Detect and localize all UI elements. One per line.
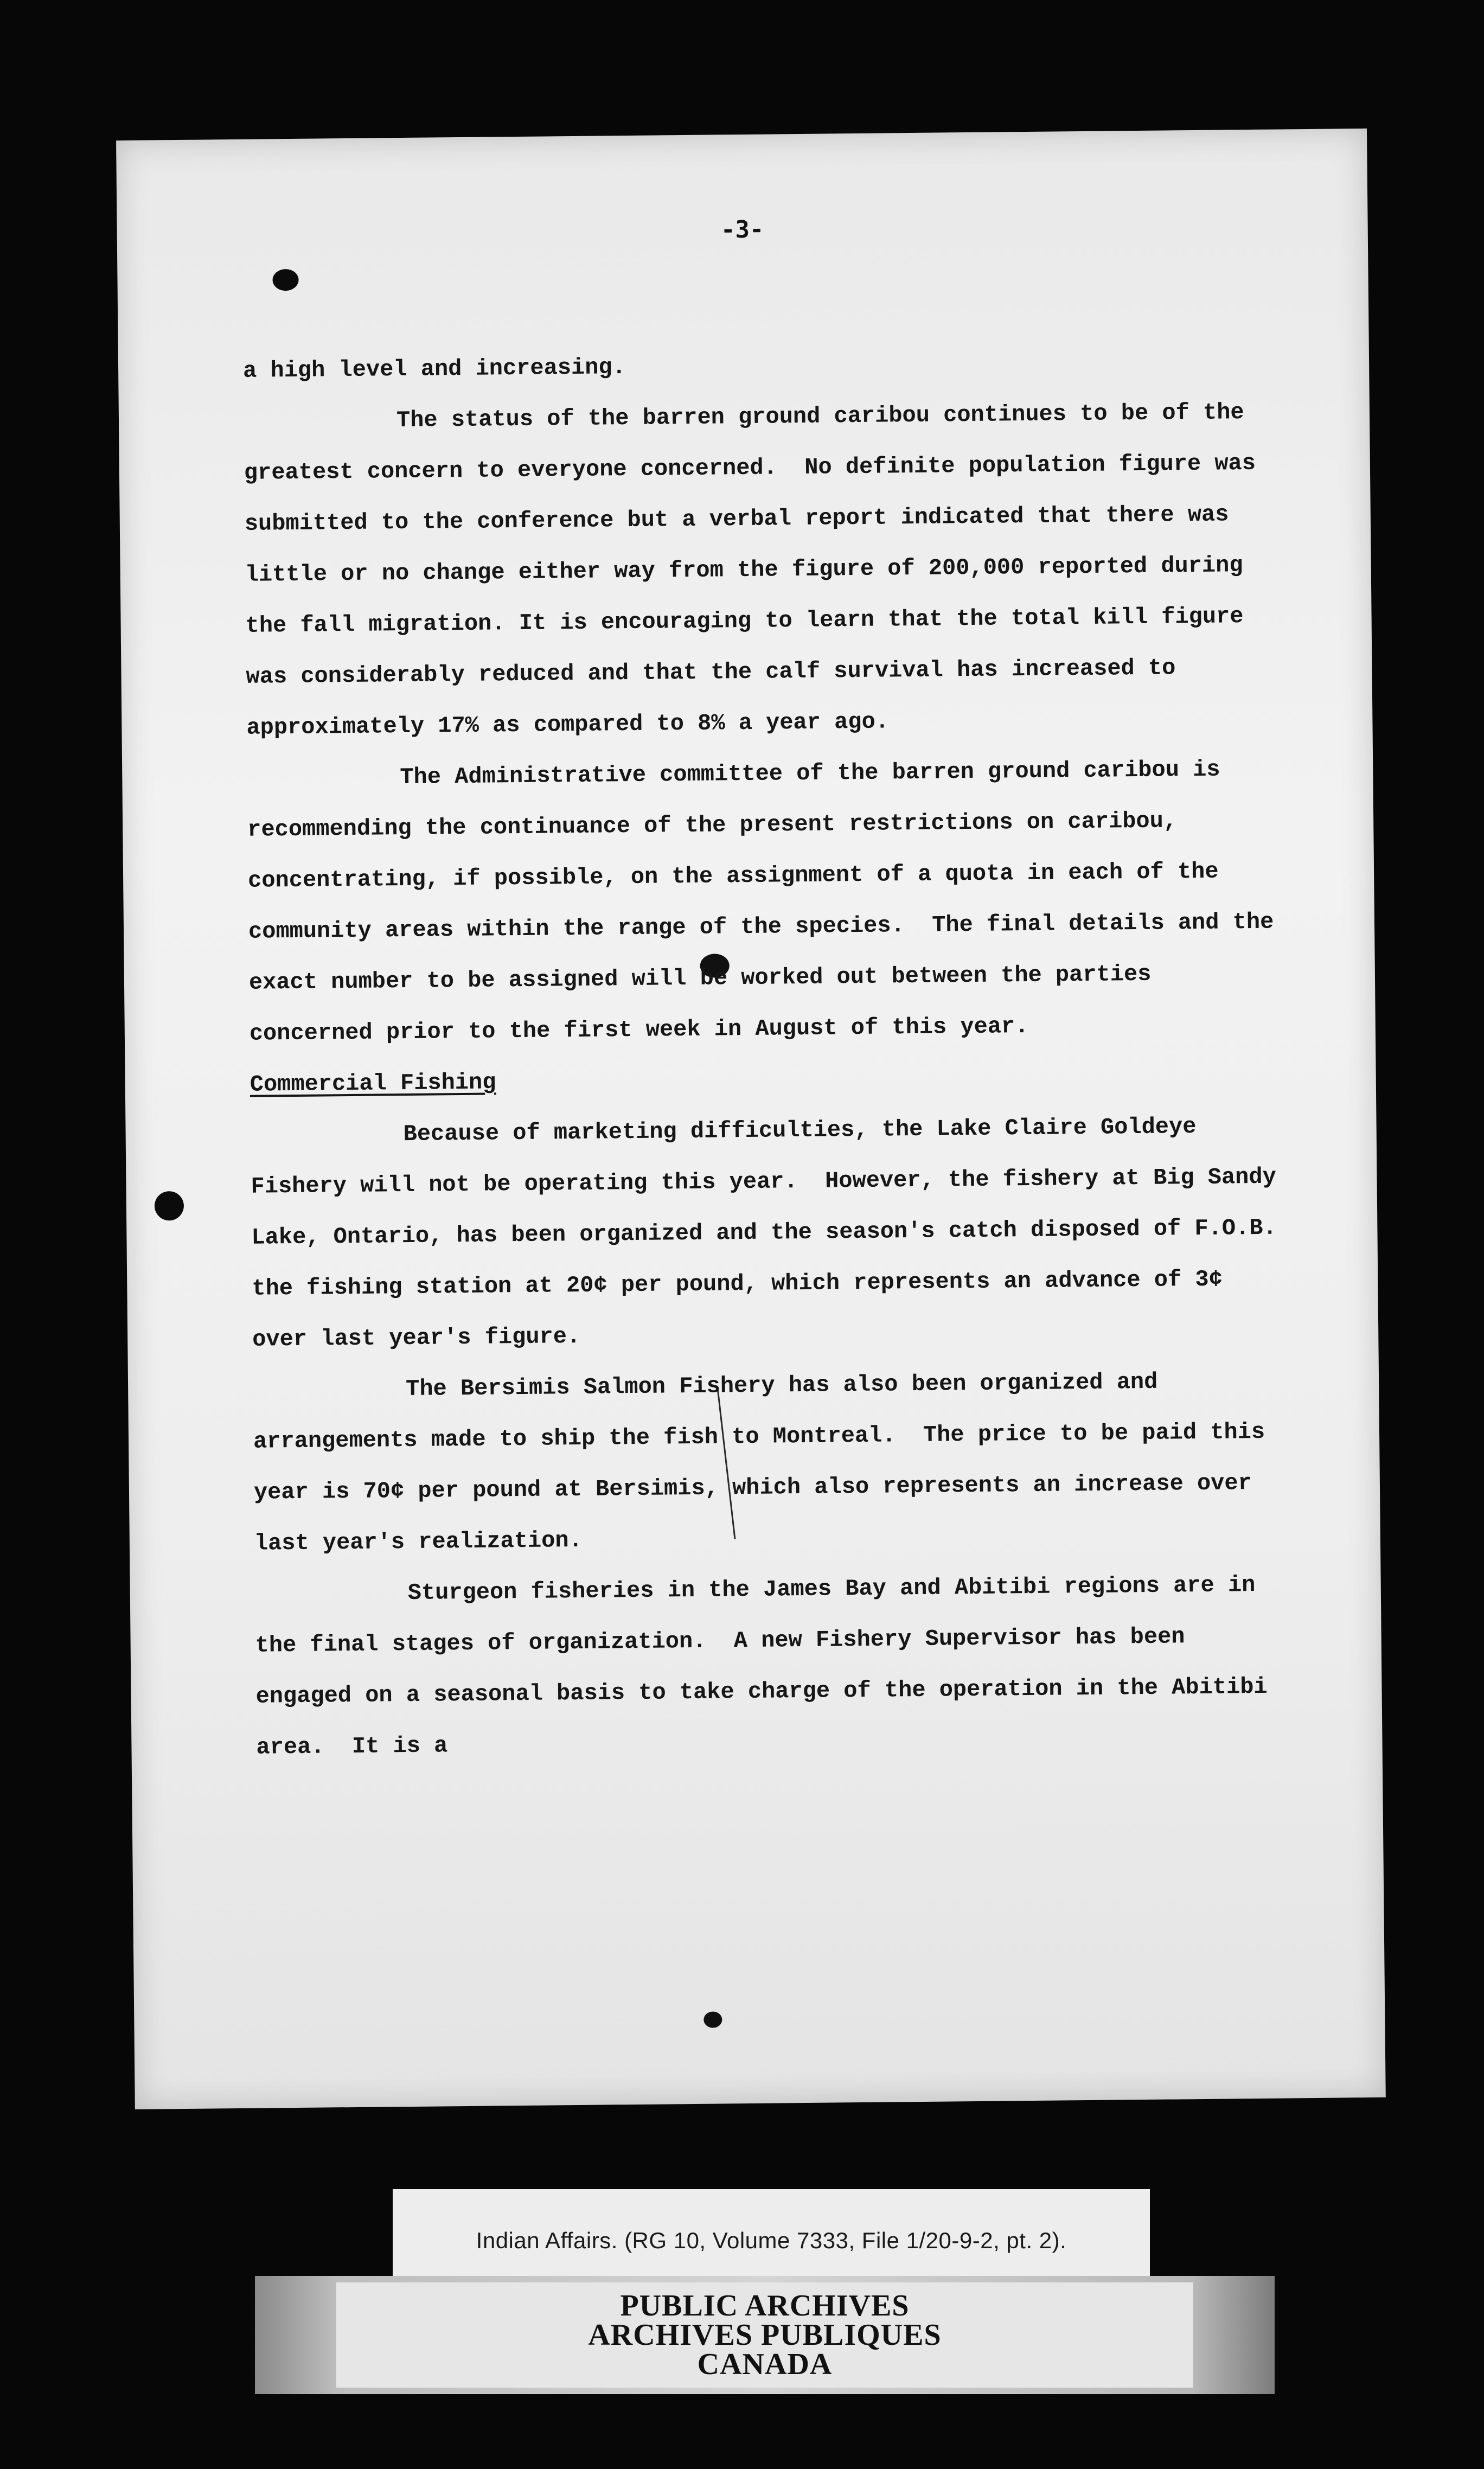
ink-speck bbox=[703, 2012, 722, 2028]
archive-stamp-text bbox=[336, 2282, 1193, 2388]
paragraph: The status of the barren ground caribou continues to be of the greatest concern to everyone concerned. No definite population figure was submitted to the conference but a verbal report indicated that there was little or no change either way from the figure of 200,000 reported during the fall migration. It is encouraging to learn that the total kill figure was considerably reduced and that the calf survival has increased to approximately 17% as compared to 8% a year ago. bbox=[244, 399, 1270, 741]
archive-stamp bbox=[255, 2276, 1275, 2394]
citation-text: Indian Affairs. (RG 10, Volume 7333, File 1/20-9-2, pt. 2). bbox=[476, 2228, 1067, 2253]
paragraph: The Bersimis Salmon Fishery has also been organized and arrangements made to ship the fish to Montreal. The price to be paid this year is 70¢ per pound at Bersimis, which also represents an increase over last year's realization. bbox=[253, 1368, 1279, 1557]
section-heading: Commercial Fishing bbox=[250, 1069, 496, 1098]
stamp-line-3: CANADA bbox=[697, 2348, 833, 2381]
paragraph: a high level and increasing. bbox=[242, 354, 626, 384]
page-number: -3- bbox=[720, 215, 764, 244]
paragraph: Sturgeon fisheries in the James Bay and Abitibi regions are in the final stages of organization. A new Fishery Supervisor has been engaged on a seasonal basis to take charge of the operation in the Abitibi area. It is a bbox=[255, 1571, 1282, 1761]
hole-punch-middle bbox=[155, 1191, 184, 1221]
document-page bbox=[116, 129, 1386, 2109]
stamp-line-1: PUBLIC ARCHIVES bbox=[620, 2289, 910, 2323]
document-body bbox=[242, 336, 1291, 1773]
stamp-line-2: ARCHIVES PUBLIQUES bbox=[588, 2318, 942, 2352]
paragraph: The Administrative committee of the barren ground caribou is recommending the continuance of the present restrictions on caribou, concentrating, if possible, on the assignment of a quota in each of the community areas within the range of the species. The final details and the exact number to be assigned will be worked out between the parties concerned prior to the first week in August of this year. bbox=[247, 756, 1288, 1047]
paragraph: Because of marketing difficulties, the Lake Claire Goldeye Fishery will not be operating this year. However, the fishery at Big Sandy Lake, Ontario, has been organized and the season's catch disposed of F.O.B. the fishing station at 20¢ per pound, which represents an advance of 3¢ over last year's figure. bbox=[251, 1113, 1291, 1353]
hole-punch-top bbox=[272, 269, 298, 291]
